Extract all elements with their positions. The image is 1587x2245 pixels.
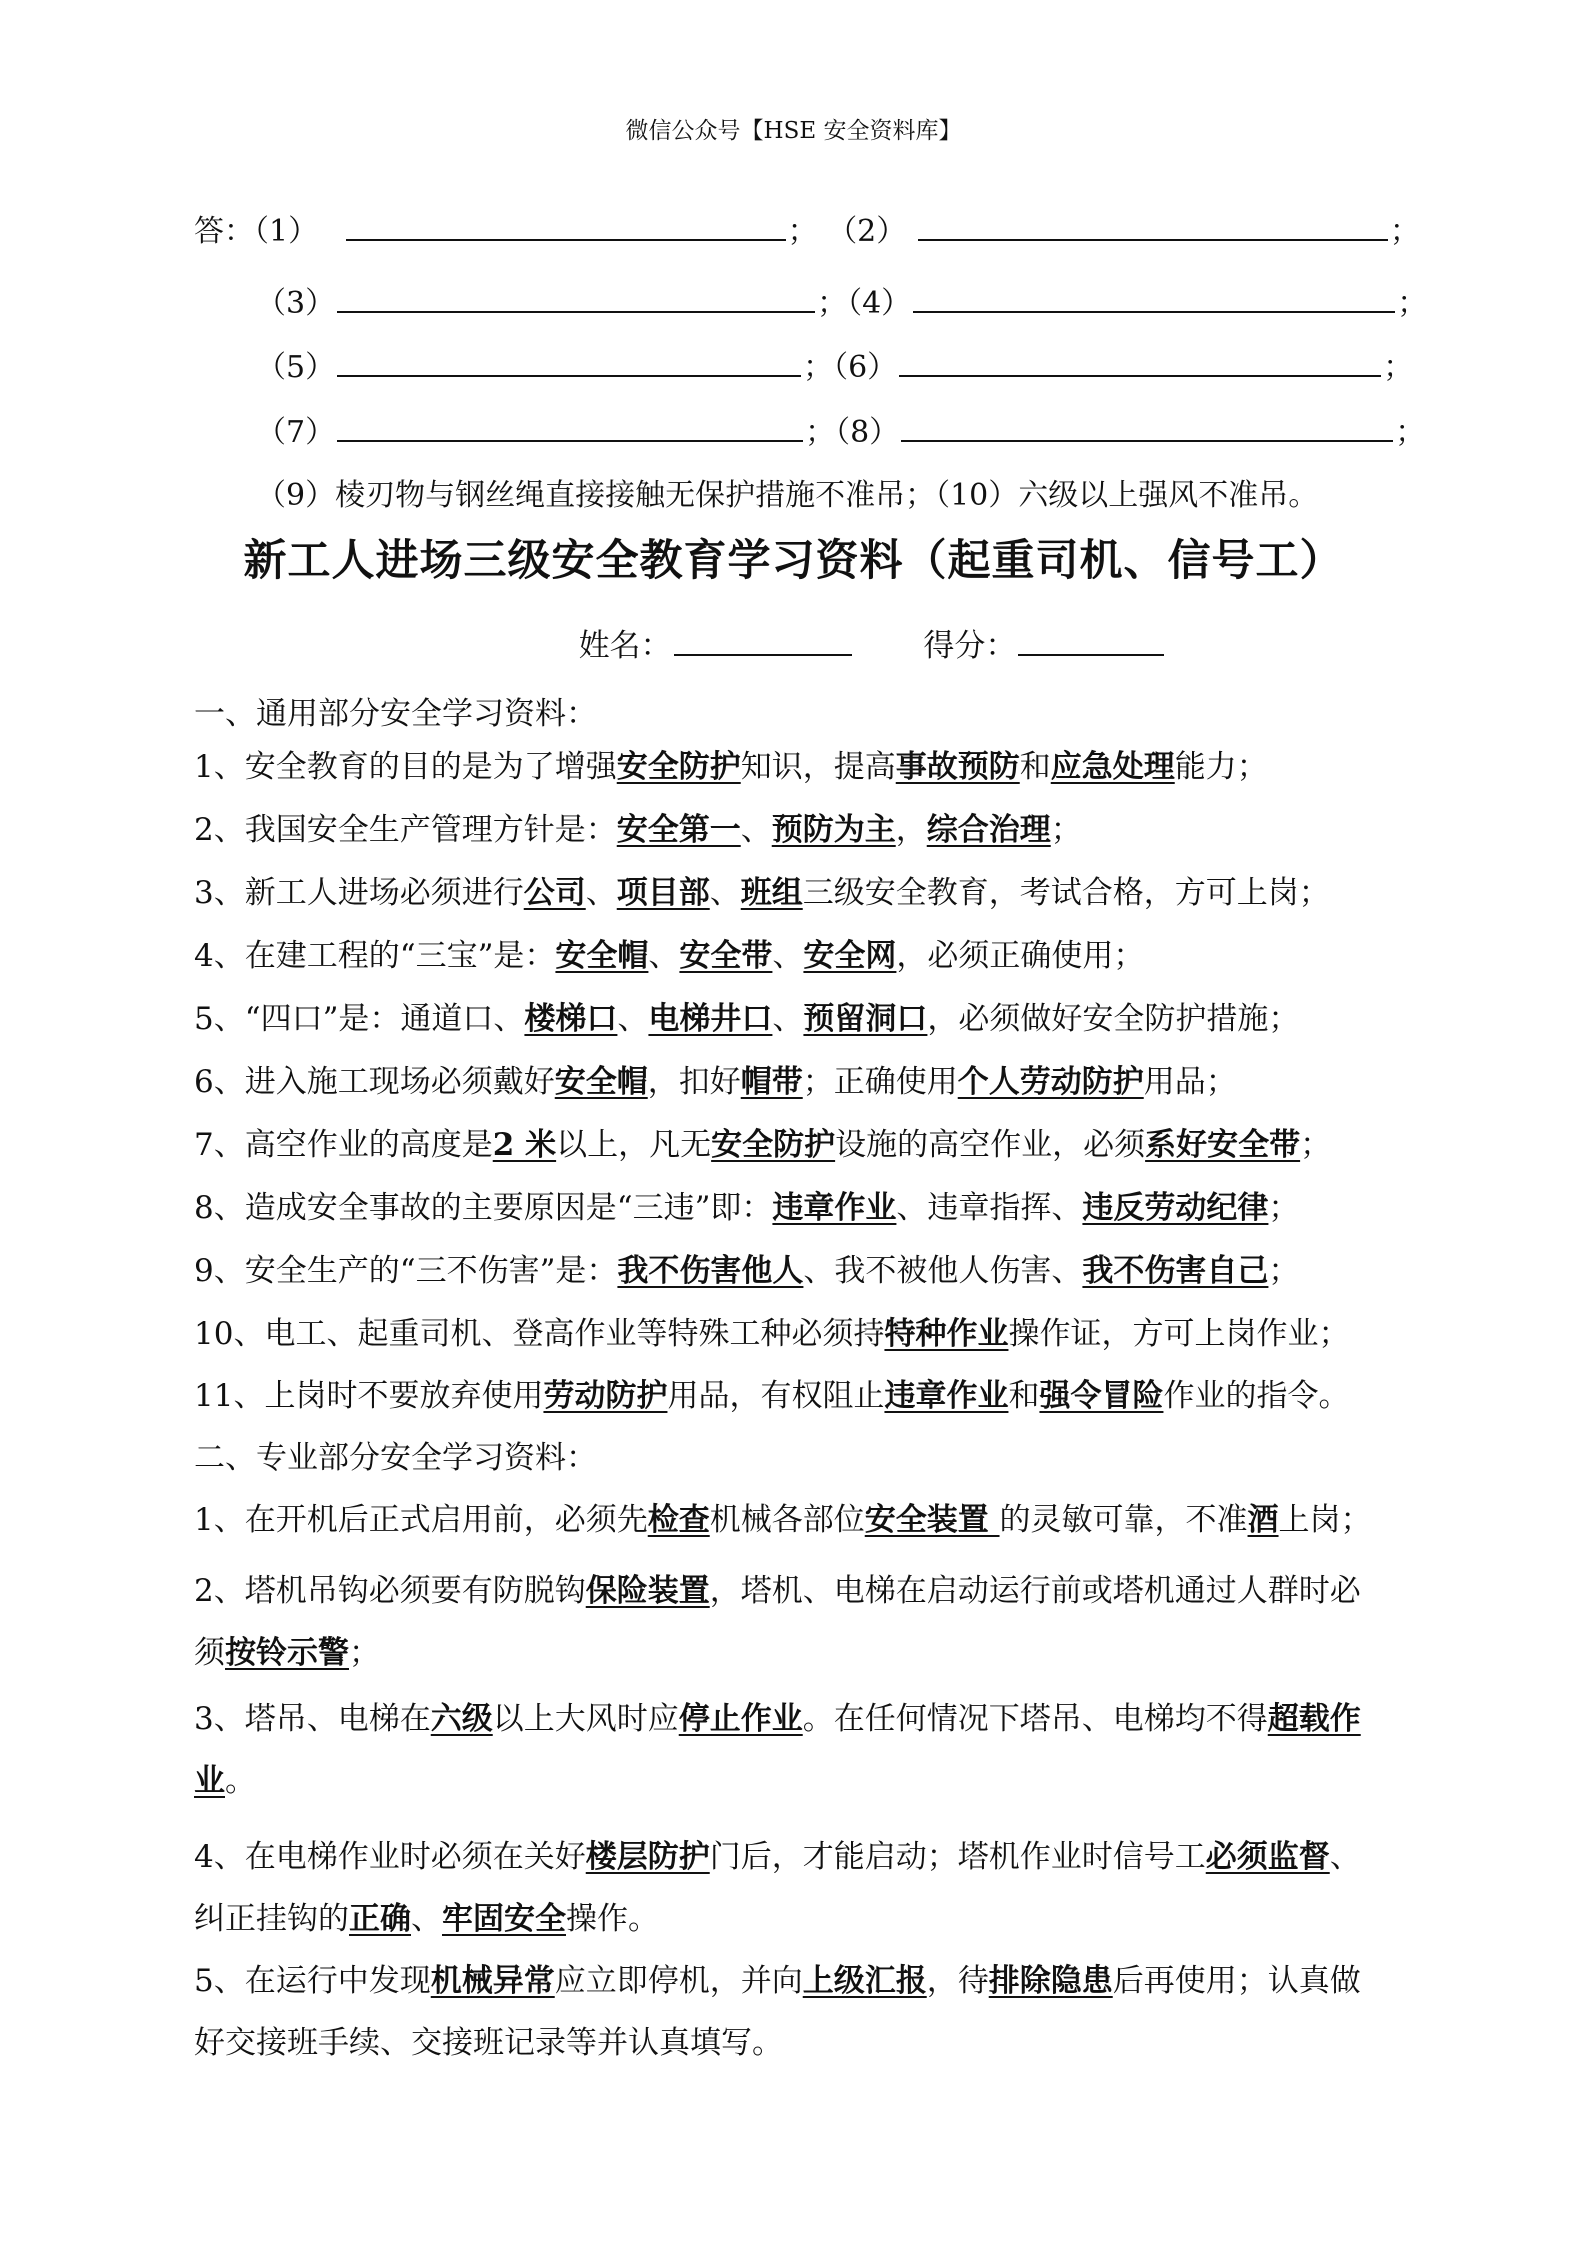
- keyword-answer: 牢固安全: [442, 1901, 566, 1937]
- keyword-answer: 超载作业: [194, 1701, 1361, 1799]
- item-text: ，必须正确使用；: [896, 938, 1145, 974]
- item-text: 、我不被他人伤害、: [803, 1253, 1083, 1289]
- section1-heading: 一、通用部分安全学习资料：: [194, 696, 597, 732]
- answer-label-5: （5）: [256, 350, 336, 385]
- item-text: ；: [349, 1635, 380, 1671]
- keyword-answer: 安全帽: [554, 1064, 648, 1100]
- keyword-answer: 违章作业: [772, 1190, 897, 1226]
- answer-sep: ；: [787, 214, 818, 249]
- answer-blank-1[interactable]: [346, 213, 786, 241]
- keyword-answer: 按铃示警: [225, 1635, 349, 1671]
- keyword-answer: 违反劳动纪律: [1082, 1190, 1269, 1226]
- item-text: 后再使用；认真做好交接班手续、交接班记录等并认真填写。: [194, 1963, 1361, 2061]
- answer-sep: ；: [1383, 350, 1414, 385]
- keyword-answer: 预防为主: [771, 812, 896, 848]
- answer-row-3: [256, 342, 1413, 386]
- item-text: 和: [1008, 1378, 1040, 1414]
- item-text: ；: [1050, 812, 1082, 848]
- keyword-answer: 正确: [349, 1901, 411, 1937]
- section1-item: [194, 1312, 1349, 1356]
- keyword-answer: 违章作业: [884, 1378, 1009, 1414]
- keyword-answer: 楼梯口: [524, 1001, 618, 1037]
- answer-label-2: （2）: [827, 214, 907, 249]
- keyword-answer: 我不伤害他人: [617, 1253, 804, 1289]
- answer-label-7: （7）: [256, 415, 336, 450]
- section2-item: [194, 1498, 1372, 1542]
- keyword-answer: 机械异常: [430, 1963, 555, 1999]
- keyword-answer: 必须监督: [1205, 1839, 1330, 1875]
- item-text: 操作。: [566, 1901, 659, 1937]
- keyword-answer: 事故预防: [895, 749, 1020, 785]
- keyword-answer: 安全带: [679, 938, 773, 974]
- item-text: ，必须做好安全防护措施；: [927, 1001, 1300, 1037]
- answer-row-4: [256, 407, 1425, 451]
- answer-sep: ；: [803, 350, 834, 385]
- keyword-answer: 劳动防护: [543, 1378, 668, 1414]
- answer-note-line: （9）棱刃物与钢丝绳直接接触无保护措施不准吊；（10）六级以上强风不准吊。: [256, 478, 1319, 513]
- item-text: 、: [772, 1001, 804, 1037]
- item-text: 6、进入施工现场必须戴好: [194, 1064, 555, 1100]
- keyword-answer: 安全第一: [616, 812, 741, 848]
- keyword-answer: 电梯井口: [648, 1001, 773, 1037]
- answer-label-3: （3）: [256, 286, 336, 321]
- item-text: ；: [1300, 1127, 1332, 1163]
- item-text: 、: [617, 1001, 649, 1037]
- keyword-answer: 系好安全带: [1145, 1127, 1301, 1163]
- keyword-answer: 班组: [740, 875, 803, 911]
- answer-blank-6[interactable]: [899, 349, 1381, 377]
- page-title: 新工人进场三级安全教育学习资料（起重司机、信号工）: [243, 536, 1344, 586]
- score-field[interactable]: [1018, 628, 1164, 656]
- keyword-answer: 应急处理: [1050, 749, 1175, 785]
- answer-row-2: [256, 278, 1427, 322]
- item-text: 8、造成安全事故的主要原因是“三违”即：: [194, 1190, 773, 1226]
- item-text: 门后，才能启动；塔机作业时信号工: [709, 1839, 1206, 1875]
- section1-item: [194, 745, 1268, 789]
- section1-item: [194, 871, 1330, 915]
- item-text: 9、安全生产的“三不伤害”是：: [194, 1253, 618, 1289]
- item-text: 和: [1019, 749, 1051, 785]
- item-text: 5、“四口”是：通道口、: [194, 1001, 525, 1037]
- keyword-answer: 我不伤害自己: [1082, 1253, 1269, 1289]
- keyword-answer: 楼层防护: [585, 1839, 710, 1875]
- keyword-answer: 帽带: [740, 1064, 803, 1100]
- section1-item: [194, 1374, 1349, 1418]
- keyword-answer: 特种作业: [884, 1316, 1009, 1352]
- keyword-answer: 综合治理: [926, 812, 1051, 848]
- item-text: 10、电工、起重司机、登高作业等特殊工种必须持: [194, 1316, 885, 1352]
- keyword-answer: 酒: [1247, 1502, 1279, 1538]
- section1-item: [194, 808, 1082, 852]
- section2-item: [194, 1560, 1384, 1684]
- keyword-answer: 项目部: [616, 875, 710, 911]
- item-text: ，: [895, 812, 927, 848]
- item-text: 2、我国安全生产管理方针是：: [194, 812, 617, 848]
- keyword-answer: 六级: [430, 1701, 493, 1737]
- section1-item: [194, 1249, 1299, 1293]
- answer-sep: ；: [1389, 214, 1420, 249]
- answer-blank-4[interactable]: [913, 285, 1395, 313]
- answer-prefix: 答：: [194, 214, 254, 249]
- answer-blank-8[interactable]: [901, 414, 1393, 442]
- item-text: 三级安全教育，考试合格，方可上岗；: [802, 875, 1330, 911]
- item-text: 用品，有权阻止: [667, 1378, 885, 1414]
- answer-sep: ；: [817, 286, 848, 321]
- keyword-answer: 安全帽: [555, 938, 649, 974]
- item-text: 、: [585, 875, 617, 911]
- keyword-answer: 公司: [523, 875, 586, 911]
- item-text: 、: [709, 875, 741, 911]
- name-score-row: [0, 620, 1587, 665]
- item-text: 应立即停机，并向: [554, 1963, 803, 1999]
- section1-item: [194, 1060, 1237, 1104]
- item-text: 。: [225, 1763, 256, 1799]
- item-text: 设施的高空作业，必须: [835, 1127, 1146, 1163]
- keyword-answer: 强令冒险: [1039, 1378, 1164, 1414]
- item-text: 7、高空作业的高度是: [194, 1127, 493, 1163]
- item-text: 用品；: [1143, 1064, 1237, 1100]
- item-text: ，塔机、电梯在启动运行前或塔机通过人群时必须: [194, 1573, 1361, 1671]
- section2-heading: 二、专业部分安全学习资料：: [194, 1440, 597, 1476]
- answer-blank-5[interactable]: [337, 349, 801, 377]
- item-text: 5、在运行中发现: [194, 1963, 431, 1999]
- item-text: 4、在电梯作业时必须在关好: [194, 1839, 586, 1875]
- keyword-answer: 安全防护: [711, 1127, 836, 1163]
- section1-item: [194, 1123, 1331, 1167]
- item-text: 知识，提高: [740, 749, 896, 785]
- section2-item: [194, 1950, 1384, 2074]
- answer-blank-7[interactable]: [337, 414, 803, 442]
- item-text: 以上大风时应: [492, 1701, 679, 1737]
- keyword-answer: 个人劳动防护: [957, 1064, 1144, 1100]
- answer-blank-3[interactable]: [337, 285, 815, 313]
- keyword-answer: 2 米: [492, 1127, 557, 1163]
- answer-blank-2[interactable]: [918, 213, 1388, 241]
- keyword-answer: 上级汇报: [802, 1963, 927, 1999]
- keyword-answer: 排除隐患: [988, 1963, 1113, 1999]
- item-text: 4、在建工程的“三宝”是：: [194, 938, 556, 974]
- item-text: 操作证，方可上岗作业；: [1008, 1316, 1350, 1352]
- answer-row-1: [194, 206, 1420, 250]
- answer-label-6: （6）: [833, 350, 898, 385]
- item-text: 能力；: [1174, 749, 1268, 785]
- item-text: 。在任何情况下塔吊、电梯均不得: [802, 1701, 1268, 1737]
- item-text: 1、在开机后正式启用前，必须先: [194, 1502, 648, 1538]
- item-text: 上岗；: [1278, 1502, 1372, 1538]
- item-text: ，扣好: [647, 1064, 741, 1100]
- item-text: 以上，凡无: [556, 1127, 712, 1163]
- answer-sep: ；: [805, 415, 836, 450]
- keyword-answer: 保险装置: [585, 1573, 710, 1609]
- section1-item: [194, 1186, 1299, 1230]
- item-text: 11、上岗时不要放弃使用: [194, 1378, 544, 1414]
- item-text: 、纠正挂钩的: [194, 1839, 1361, 1937]
- item-text: 1、安全教育的目的是为了增强: [194, 749, 617, 785]
- keyword-answer: 预留洞口: [803, 1001, 928, 1037]
- keyword-answer: 检查: [647, 1502, 710, 1538]
- item-text: 作业的指令。: [1163, 1378, 1350, 1414]
- page-header: 微信公众号【HSE 安全资料库】: [625, 118, 962, 144]
- section1-item: [194, 997, 1299, 1041]
- section2-item: [194, 1688, 1384, 1812]
- name-label: 姓名：: [578, 628, 672, 664]
- item-text: ；: [1268, 1190, 1300, 1226]
- answer-label-8: （8）: [835, 415, 900, 450]
- keyword-answer: 安全防护: [616, 749, 741, 785]
- item-text: 2、塔机吊钩必须要有防脱钩: [194, 1573, 586, 1609]
- item-text: 3、塔吊、电梯在: [194, 1701, 431, 1737]
- answer-sep: ；: [1397, 286, 1428, 321]
- answer-sep: ；: [1395, 415, 1426, 450]
- section2-item: [194, 1826, 1384, 1950]
- item-text: 机械各部位: [709, 1502, 865, 1538]
- item-text: ；正确使用: [802, 1064, 958, 1100]
- item-text: 、: [740, 812, 772, 848]
- name-field[interactable]: [674, 628, 852, 656]
- section1-item: [194, 934, 1144, 978]
- item-text: 、: [648, 938, 680, 974]
- answer-label-4: （4）: [847, 286, 912, 321]
- score-label: 得分：: [923, 628, 1017, 664]
- item-text: 、: [411, 1901, 442, 1937]
- keyword-answer: 安全网: [803, 938, 897, 974]
- keyword-answer: 安全装置: [864, 1502, 1000, 1538]
- item-text: ；: [1268, 1253, 1300, 1289]
- keyword-answer: 停止作业: [678, 1701, 803, 1737]
- item-text: 、: [772, 938, 804, 974]
- item-text: 、违章指挥、: [896, 1190, 1083, 1226]
- item-text: ，待: [926, 1963, 989, 1999]
- answer-label-1: （1）: [254, 214, 319, 249]
- item-text: 的灵敏可靠，不准: [999, 1502, 1248, 1538]
- item-text: 3、新工人进场必须进行: [194, 875, 524, 911]
